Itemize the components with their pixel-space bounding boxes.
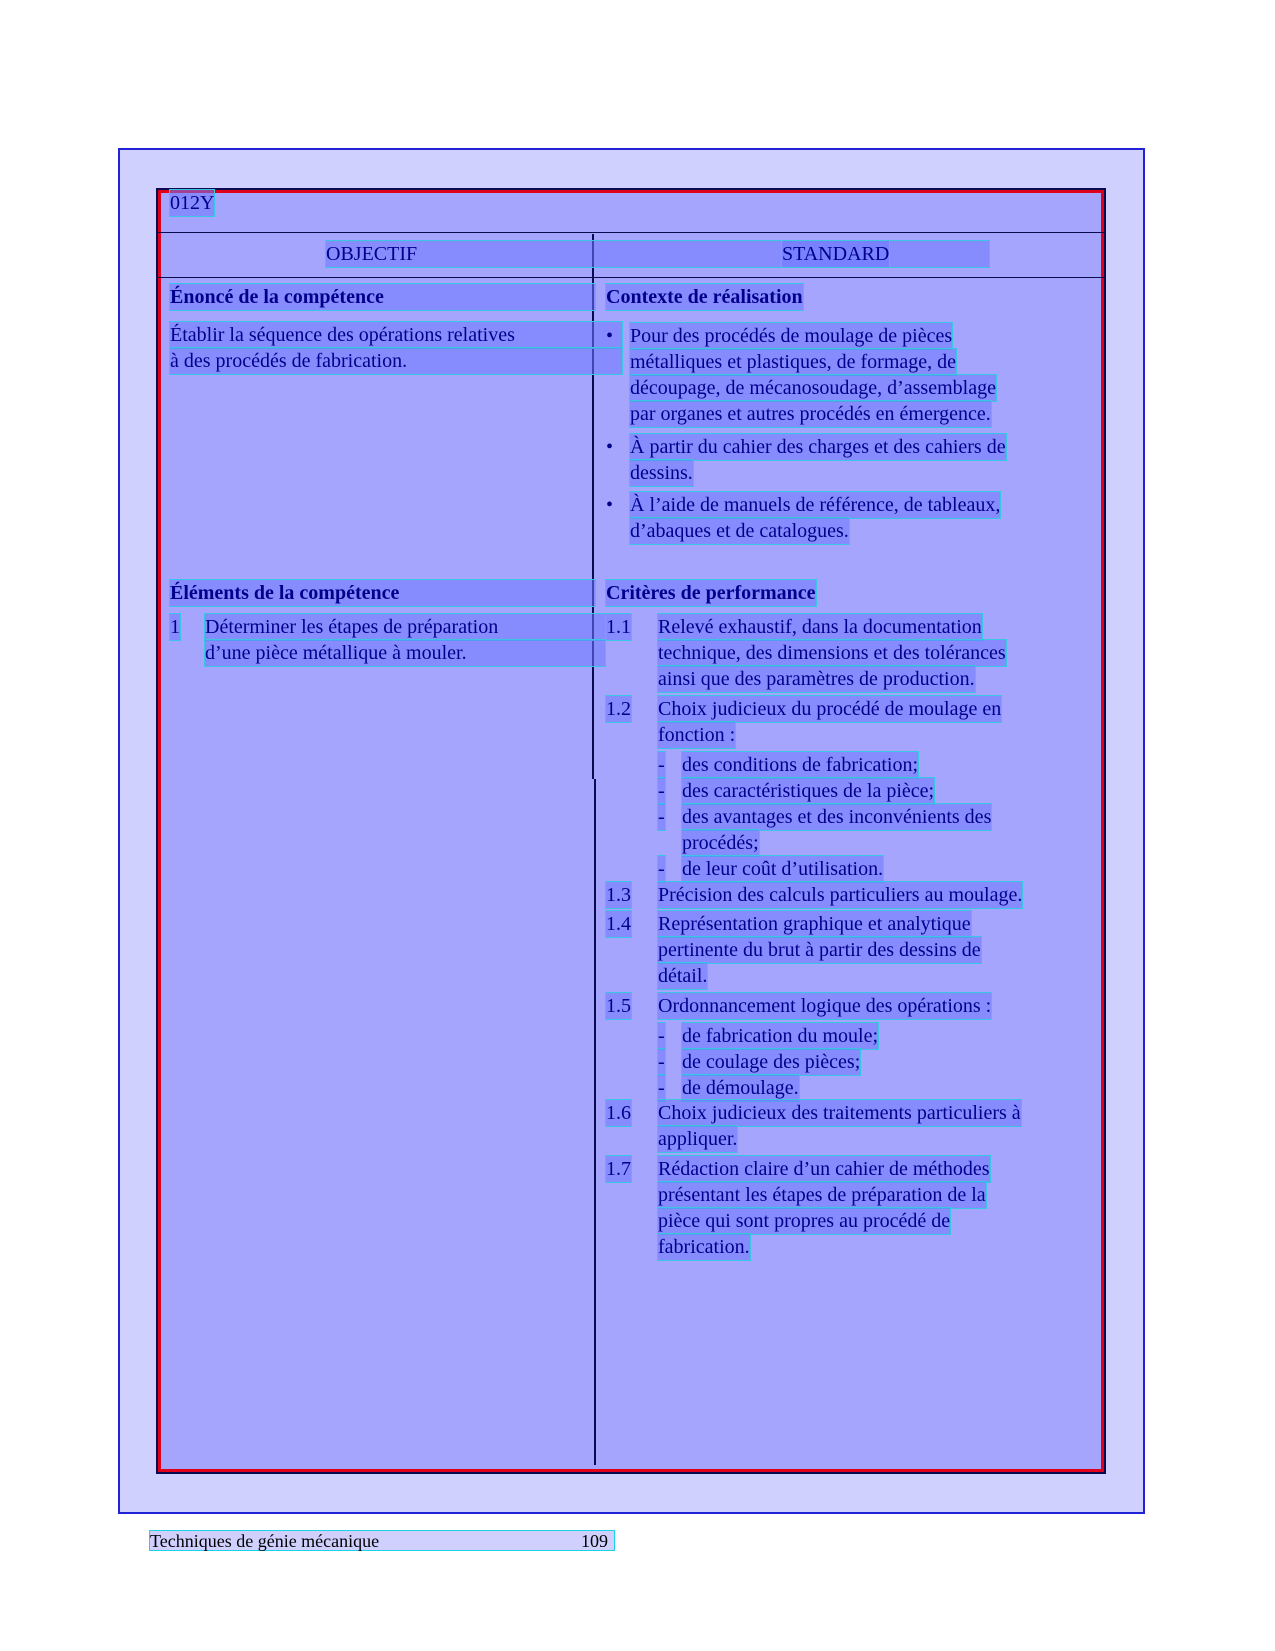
contexte-title: Contexte de réalisation	[606, 286, 803, 308]
sub-item: de fabrication du moule;	[682, 1025, 879, 1047]
critere-number: 1.6	[606, 1102, 631, 1124]
bullet-icon: •	[606, 325, 614, 347]
critere-line: Choix judicieux des traitements particuliers à	[658, 1102, 1021, 1124]
sub-item: des avantages et des inconvénients des	[682, 806, 992, 828]
contexte-line: découpage, de mécanosoudage, d’assemblage	[630, 377, 996, 399]
critere-number: 1.2	[606, 698, 631, 720]
column-divider-bottom	[594, 779, 596, 1465]
sub-item: de démoulage.	[682, 1077, 799, 1099]
critere-line: technique, des dimensions et des tolérances	[658, 642, 1006, 664]
header-objectif: OBJECTIF	[326, 241, 989, 267]
critere-number: 1.4	[606, 913, 631, 935]
dash-icon: -	[658, 806, 665, 828]
contexte-line: À l’aide de manuels de référence, de tableaux,	[630, 494, 1001, 516]
sub-item: procédés;	[682, 832, 759, 854]
contexte-line: d’abaques et de catalogues.	[630, 520, 849, 542]
contexte-line: dessins.	[630, 462, 693, 484]
critere-line: pièce qui sont propres au procédé de	[658, 1210, 951, 1232]
enonce-title: Énoncé de la compétence	[170, 284, 595, 310]
critere-number: 1.3	[606, 884, 631, 906]
critere-line: fabrication.	[658, 1236, 750, 1258]
critere-number: 1.5	[606, 995, 631, 1017]
critere-line: présentant les étapes de préparation de la	[658, 1184, 986, 1206]
dash-icon: -	[658, 754, 665, 776]
column-divider-top	[592, 234, 594, 779]
contexte-line: par organes et autres procédés en émergence.	[630, 403, 991, 425]
contexte-line: À partir du cahier des charges et des cahiers de	[630, 436, 1006, 458]
sub-item: des caractéristiques de la pièce;	[682, 780, 935, 802]
critere-number: 1.1	[606, 616, 631, 638]
header-rule-top	[158, 232, 1104, 233]
contexte-line: Pour des procédés de moulage de pièces	[630, 325, 953, 347]
page-number: 109	[581, 1531, 608, 1551]
critere-line: Représentation graphique et analytique	[658, 913, 971, 935]
enonce-line: à des procédés de fabrication.	[170, 348, 622, 374]
element-line: d’une pièce métallique à mouler.	[205, 640, 605, 666]
sub-item: des conditions de fabrication;	[682, 754, 919, 776]
critere-line: détail.	[658, 965, 708, 987]
header-standard: STANDARD	[782, 243, 890, 265]
sub-item: de coulage des pièces;	[682, 1051, 861, 1073]
critere-line: Rédaction claire d’un cahier de méthodes	[658, 1158, 990, 1180]
critere-line: Précision des calculs particuliers au moulage.	[658, 884, 1023, 906]
critere-number: 1.7	[606, 1158, 631, 1180]
bullet-icon: •	[606, 436, 614, 458]
critere-line: Choix judicieux du procédé de moulage en	[658, 698, 1002, 720]
critere-line: pertinente du brut à partir des dessins de	[658, 939, 981, 961]
elements-title: Éléments de la compétence	[170, 580, 595, 606]
header-rule-bottom	[158, 277, 1104, 278]
criteres-title: Critères de performance	[606, 582, 816, 604]
critere-line: appliquer.	[658, 1128, 738, 1150]
critere-line: Relevé exhaustif, dans la documentation	[658, 616, 982, 638]
dash-icon: -	[658, 780, 665, 802]
sub-item: de leur coût d’utilisation.	[682, 858, 884, 880]
dash-icon: -	[658, 1077, 665, 1099]
critere-line: ainsi que des paramètres de production.	[658, 668, 975, 690]
footer-title: Techniques de génie mécanique	[150, 1531, 380, 1551]
contexte-line: métalliques et plastiques, de formage, de	[630, 351, 957, 373]
enonce-line: Établir la séquence des opérations relatives	[170, 322, 622, 348]
critere-line: Ordonnancement logique des opérations :	[658, 995, 992, 1017]
competency-code: 012Y	[170, 192, 215, 214]
dash-icon: -	[658, 858, 665, 880]
element-number: 1	[170, 616, 180, 638]
dash-icon: -	[658, 1051, 665, 1073]
element-line: Déterminer les étapes de préparation	[205, 614, 605, 640]
dash-icon: -	[658, 1025, 665, 1047]
critere-line: fonction :	[658, 724, 736, 746]
bullet-icon: •	[606, 494, 614, 516]
